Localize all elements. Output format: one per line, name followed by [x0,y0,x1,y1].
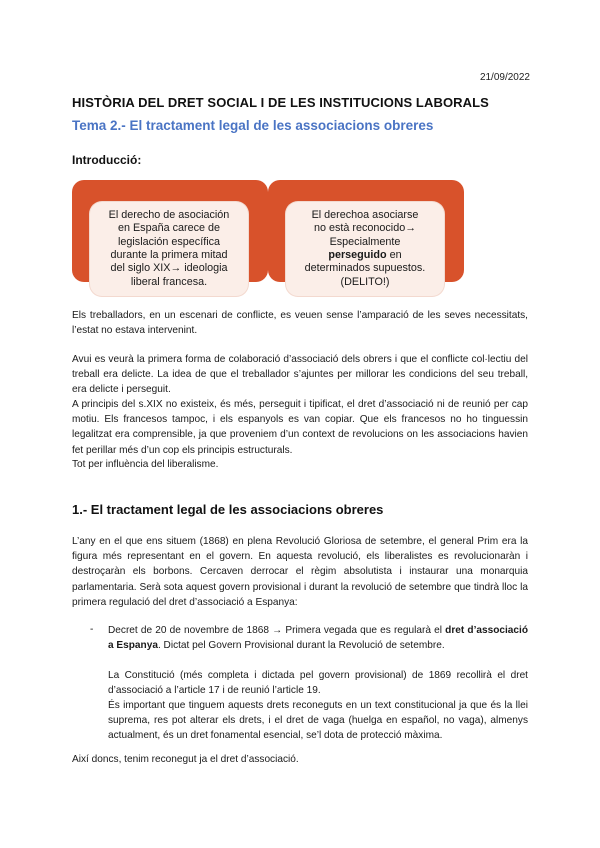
card-2-line: en [386,249,402,261]
card-1-line: El derecho de asociación [108,209,230,222]
bullet-text: . Dictat pel Govern Provisional durant la Revolució de setembre. [157,640,445,652]
bullet-text: Decret de 20 de novembre de 1868 → Primera vegada que es regularà el [108,625,446,636]
paragraph-intro-4: Tot per influència del liberalisme. [72,459,219,470]
section-1-paragraph: L’any en el que ens situem (1868) en plena Revolució Gloriosa de setembre, el general Prim era la figura més representant en el govern. En aquesta revolució, els liberalistes es revolucionaràn i destroçaràn els borbons. Cercaven derrocar el règim absolutista i instaurar una monarquia parlamentaria. Serà sota aquest govern provisional i durant la revolució de setembre que tindrà lloc la primera regulació del dret d’associació a Espanya: [72,536,528,608]
card-2-line: no està reconocido→ [313,222,417,235]
card-2-text [305,209,426,289]
card-1-line: liberal francesa. [130,275,208,288]
card-1-text [109,209,230,289]
document-date: 21/09/2022 [479,72,530,83]
card-1-line: en España carece de [117,222,221,235]
paragraph-intro-1: Els treballadors, en un escenari de conflicte, es veuen sense l’amparació de les seves necessitats, l’estat no estava intervenint. [72,310,528,337]
bullet-dash: - [90,624,94,635]
card-2-bold-word: perseguido [328,249,387,261]
bullet-bold-text: dret d’associació a Espanya [108,625,528,652]
card-2-line: determinados supuestos. [304,262,426,275]
bullet-item-constitution: La Constitució (més completa i dictada pel govern provisional) de 1869 recollirà el dret d’associació a l’article 17 i de reunió l’article 19. [108,670,528,697]
paragraph-intro-3: A principis del s.XIX no existeix, és més, perseguit i tipificat, el dret d’associació ni de reunió per cap motiu. Els francesos tampoc, i els espanyols es van copiar. Que els francesos no ho tinguessin legalitzat era comprensible, ja que proveniem d’un context de revolucions on les associacions havien fet perillar més d’un cop els principis estructurals. [72,399,528,456]
card-text-box [90,202,248,296]
card-1-line: legislación específica [117,235,221,248]
paragraph-intro-2: Avui es veurà la primera forma de colaboració d’associació dels obrers i que el conflicte col·lectiu del treball era delicte. La idea de que el treballador s’ajuntes per millorar les condicions del seu treball, era delicte i perseguit. [72,354,528,396]
bullet-item-decree [108,623,528,653]
card-1-line: del siglo XIX→ ideologia [110,262,228,275]
document-title: HISTÒRIA DEL DRET SOCIAL I DE LES INSTITUCIONS LABORALS [72,95,489,110]
card-2-line: Especialmente [329,235,401,248]
smartart-card-2 [268,180,464,310]
card-2-line: El derechoa asociarse [311,209,419,222]
card-1-line: durante la primera mitad [110,249,228,261]
smartart-card-1 [72,180,268,310]
section-1-heading: 1.- El tractament legal de les associacions obreres [72,502,384,517]
bullet-item-importance: És important que tinguem aquests drets reconeguts en un text constitucional ja que és la llei suprema, res pot alterar els drets, i el dret de vaga (huelga en español, no vaga), almenys actualment, és un dret fonamental esencial, se’l dota de protecció màxima. [108,700,528,742]
card-text-box [286,202,444,296]
closing-sentence: Així doncs, tenim reconegut ja el dret d’associació. [72,754,299,765]
card-2-line: (DELITO!) [340,275,390,288]
document-subtitle: Tema 2.- El tractament legal de les associacions obreres [72,118,434,133]
intro-heading: Introducció: [72,153,142,167]
